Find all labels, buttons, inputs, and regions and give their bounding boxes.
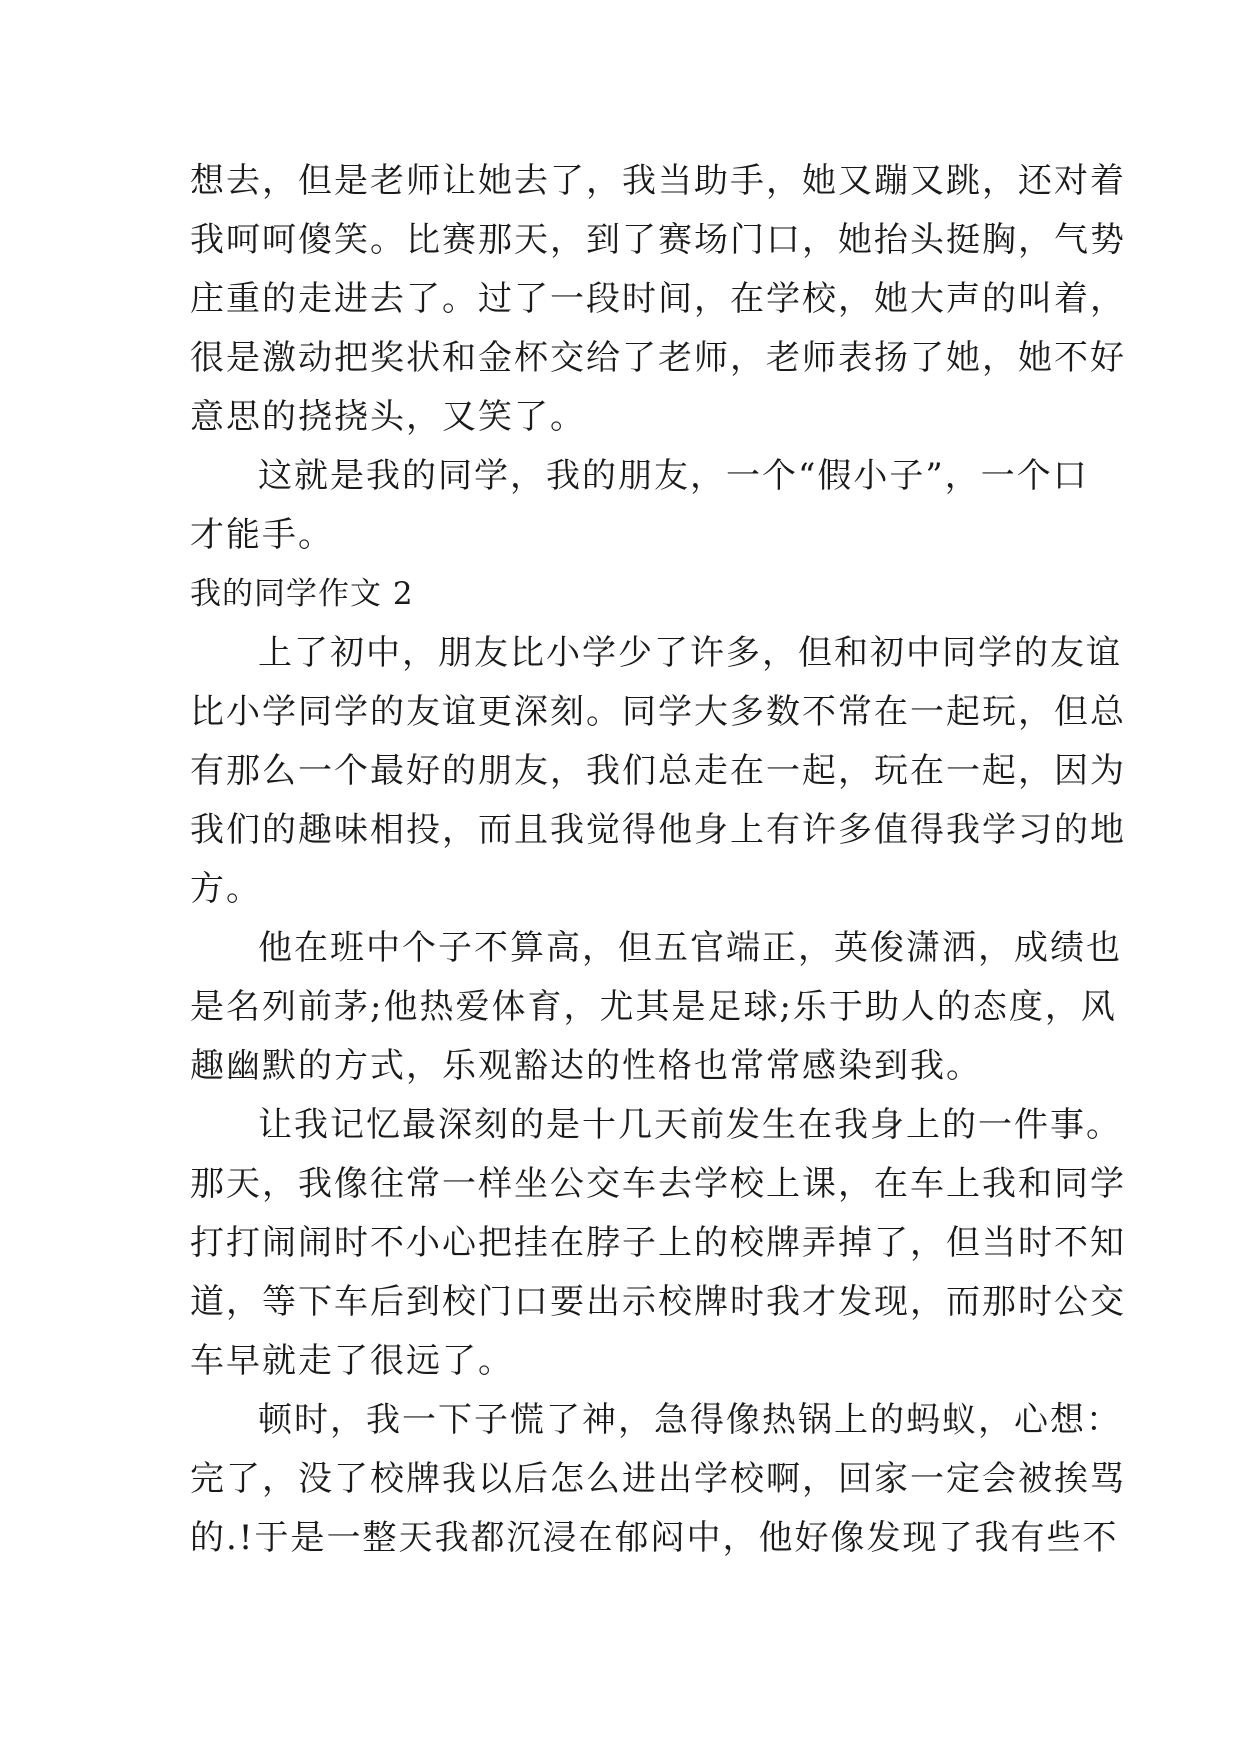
text-line: 车早就走了很远了。 bbox=[190, 1341, 514, 1381]
text-line: 打打闹闹时不小心把挂在脖子上的校牌弄掉了，但当时不知 bbox=[190, 1223, 1126, 1263]
text-line: 有那么一个最好的朋友，我们总走在一起，玩在一起，因为 bbox=[190, 751, 1126, 791]
text-line: 很是激动把奖状和金杯交给了老师，老师表扬了她，她不好 bbox=[190, 338, 1126, 378]
text-line: 想去，但是老师让她去了，我当助手，她又蹦又跳，还对着 bbox=[190, 161, 1126, 201]
section-heading: 我的同学作文 2 bbox=[190, 576, 414, 612]
essay-body bbox=[190, 152, 1126, 1568]
text-line: 上了初中，朋友比小学少了许多，但和初中同学的友谊 bbox=[258, 633, 1122, 673]
text-line: 我们的趣味相投，而且我觉得他身上有许多值得我学习的地 bbox=[190, 810, 1126, 850]
text-line: 道，等下车后到校门口要出示校牌时我才发现，而那时公交 bbox=[190, 1282, 1126, 1322]
text-line: 趣幽默的方式，乐观豁达的性格也常常感染到我。 bbox=[190, 1046, 982, 1086]
text-line: 顿时，我一下子慌了神，急得像热锅上的蚂蚁，心想： bbox=[258, 1400, 1122, 1440]
text-line: 是名列前茅;他热爱体育，尤其是足球;乐于助人的态度，风 bbox=[190, 987, 1117, 1027]
text-line: 庄重的走进去了。过了一段时间，在学校，她大声的叫着， bbox=[190, 279, 1126, 319]
text-line: 才能手。 bbox=[190, 515, 334, 555]
text-line: 他在班中个子不算高，但五官端正，英俊潇洒，成绩也 bbox=[258, 928, 1122, 968]
text-line: 让我记忆最深刻的是十几天前发生在我身上的一件事。 bbox=[258, 1105, 1122, 1145]
text-line: 意思的挠挠头，又笑了。 bbox=[190, 397, 586, 437]
text-line: 完了，没了校牌我以后怎么进出学校啊，回家一定会被挨骂 bbox=[190, 1459, 1126, 1499]
text-line: 比小学同学的友谊更深刻。同学大多数不常在一起玩，但总 bbox=[190, 692, 1126, 732]
text-line: 这就是我的同学，我的朋友，一个“假小子”，一个口 bbox=[258, 456, 1089, 496]
text-line: 那天，我像往常一样坐公交车去学校上课，在车上我和同学 bbox=[190, 1164, 1126, 1204]
text-line: 的.!于是一整天我都沉浸在郁闷中，他好像发现了我有些不 bbox=[190, 1518, 1119, 1558]
text-line: 我呵呵傻笑。比赛那天，到了赛场门口，她抬头挺胸，气势 bbox=[190, 220, 1126, 260]
text-line: 方。 bbox=[190, 869, 262, 909]
